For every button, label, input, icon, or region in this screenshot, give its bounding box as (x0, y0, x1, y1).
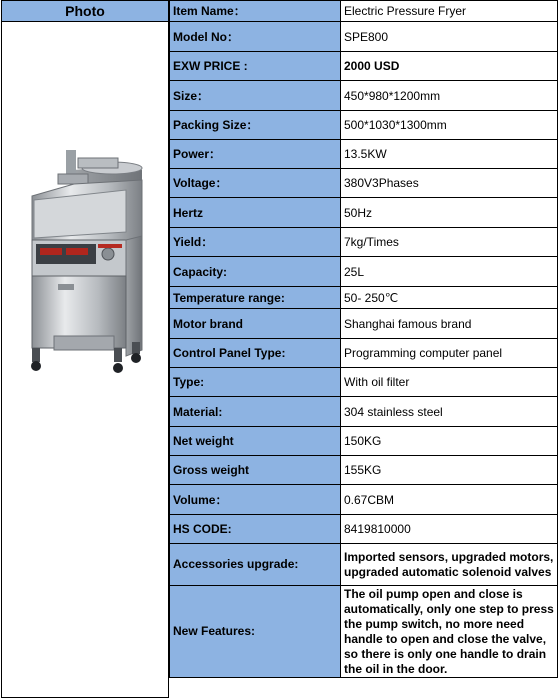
spec-label: Motor brand (170, 309, 341, 339)
spec-row (170, 368, 558, 397)
spec-label: Packing Size： (170, 111, 341, 140)
spec-row (170, 309, 558, 339)
photo-cell (1, 22, 169, 698)
spec-row (170, 52, 558, 81)
spec-label: Material: (170, 397, 341, 427)
spec-row (170, 456, 558, 485)
spec-label: Hertz (170, 198, 341, 228)
spec-value: Programming computer panel (341, 339, 558, 368)
spec-value: The oil pump open and close is automatically, only one step to press the pump switch, no more need handle to open and close the valve, so there is only one handle to drain the oil in the door. (341, 586, 558, 678)
spec-row (170, 339, 558, 368)
spec-row (170, 81, 558, 111)
spec-value: 450*980*1200mm (341, 81, 558, 111)
spec-row (170, 397, 558, 427)
spec-label: New Features: (170, 586, 341, 678)
spec-label: Capacity: (170, 257, 341, 287)
spec-value: 380V3Phases (341, 169, 558, 198)
spec-row (170, 287, 558, 309)
photo-header: Photo (1, 0, 169, 22)
spec-value: 13.5KW (341, 140, 558, 169)
spec-label: Temperature range: (170, 287, 341, 309)
spec-value: 155KG (341, 456, 558, 485)
spec-row (170, 485, 558, 515)
spec-row (170, 228, 558, 257)
spec-row (170, 1, 558, 22)
spec-label: Type: (170, 368, 341, 397)
spec-row (170, 586, 558, 678)
spec-table (169, 0, 558, 678)
spec-label: Voltage： (170, 169, 341, 198)
spec-label: Model No： (170, 22, 341, 52)
spec-value: 150KG (341, 427, 558, 456)
spec-value: 2000 USD (341, 52, 558, 81)
spec-row (170, 111, 558, 140)
spec-label: Volume： (170, 485, 341, 515)
spec-label: Accessories upgrade: (170, 544, 341, 586)
spec-label: Power： (170, 140, 341, 169)
spec-value: Imported sensors, upgraded motors, upgraded automatic solenoid valves (341, 544, 558, 586)
spec-value: 304 stainless steel (341, 397, 558, 427)
spec-row (170, 169, 558, 198)
spec-value: 0.67CBM (341, 485, 558, 515)
spec-row (170, 544, 558, 586)
spec-label: Net weight (170, 427, 341, 456)
spec-row (170, 257, 558, 287)
spec-value: 8419810000 (341, 515, 558, 544)
spec-label: Size： (170, 81, 341, 111)
spec-value: SPE800 (341, 22, 558, 52)
spec-label: Item Name： (170, 1, 341, 22)
spec-row (170, 140, 558, 169)
spec-label: Yield： (170, 228, 341, 257)
spec-value: Electric Pressure Fryer (341, 1, 558, 22)
spec-label: HS CODE: (170, 515, 341, 544)
spec-label: Control Panel Type: (170, 339, 341, 368)
spec-value: 25L (341, 257, 558, 287)
spec-value: With oil filter (341, 368, 558, 397)
spec-value: 50Hz (341, 198, 558, 228)
spec-row (170, 198, 558, 228)
spec-value: 50- 250℃ (341, 287, 558, 309)
spec-value: 500*1030*1300mm (341, 111, 558, 140)
spec-row (170, 515, 558, 544)
pressure-fryer-image (14, 140, 160, 376)
spec-row (170, 427, 558, 456)
spec-label: EXW PRICE : (170, 52, 341, 81)
spec-value: Shanghai famous brand (341, 309, 558, 339)
spec-label: Gross weight (170, 456, 341, 485)
spec-value: 7kg/Times (341, 228, 558, 257)
spec-row (170, 22, 558, 52)
